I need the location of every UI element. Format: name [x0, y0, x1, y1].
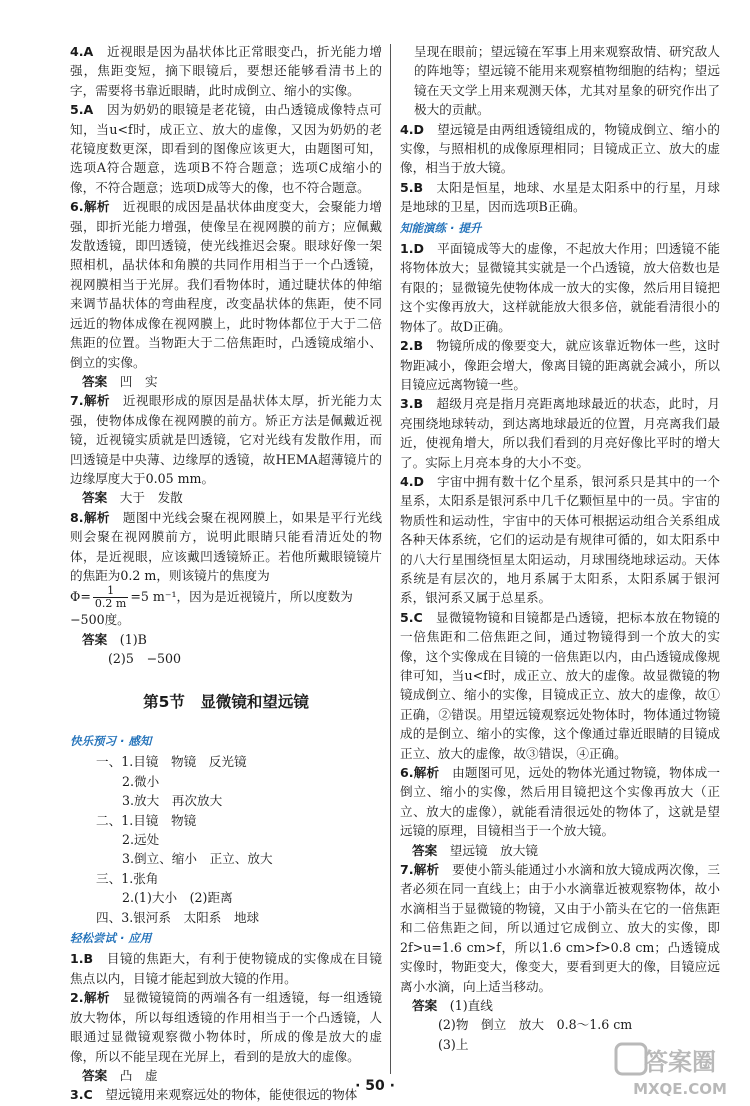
answer-value: (1)B — [119, 631, 147, 647]
fraction-numerator: 1 — [93, 585, 128, 598]
practice-item-3 — [400, 394, 720, 472]
analysis-label: 解析 — [83, 990, 110, 1006]
watermark-logo — [614, 1040, 742, 1100]
item-number: 1.D — [400, 241, 425, 257]
answer-label: 答案 — [412, 997, 438, 1013]
analysis-label: 解析 — [413, 765, 440, 781]
formula-line — [70, 585, 382, 610]
preview-line: 二、1.目镜 物镜 — [96, 812, 197, 828]
practice-item-6 — [400, 763, 720, 841]
preview-line: 四、3.银河系 太阳系 地球 — [96, 909, 260, 925]
section-title: 第5节 显微镜和望远镜 — [143, 692, 309, 711]
watermark-bottom-text: MXQE.COM — [633, 1080, 727, 1098]
answer-item-6 — [70, 197, 382, 372]
subheading-practice: 知能演练 · 提升 — [400, 220, 482, 235]
formula-tail: −500度。 — [70, 612, 130, 628]
page-number: · 50 · — [355, 1078, 395, 1094]
item-text: 望远镜用来观察远处的物体，能使很远的物体 — [105, 1087, 358, 1103]
preview-line: 一、1.目镜 物镜 反光镜 — [96, 754, 247, 770]
item-number: 5.C — [400, 609, 423, 625]
item-number: 5.A — [70, 102, 94, 118]
answer-label: 答案 — [412, 842, 438, 858]
item-text: 太阳是恒星，地球、水星是太阳系中的行星，月球是地球的卫星，因而选项B正确。 — [400, 179, 720, 215]
item-text: 近视眼的成因是晶状体曲度变大，会聚能力增强，即折光能力增强，使像呈在视网膜的前方；应佩戴发散透镜，即凹透镜，使光线推迟会聚。眼球好像一架照相机，晶状体和角膜的共同作用相当于一个凸透镜，视网膜相当于光屏。我们看物体时，通过睫状体的伸缩来调节晶状体的弯曲程度，改变晶状体的焦距，使不同远近的物体成像在视网膜上，此时物体都位于大于二倍焦距的位置。当物距大于二倍焦距时，凸透镜成缩小、倒立的实像。 — [70, 199, 383, 370]
preview-line: 三、1.张角 — [96, 870, 159, 886]
preview-line: 2.(1)大小 (2)距离 — [122, 890, 233, 906]
answer-subline: (3)上 — [438, 1036, 469, 1052]
subheading-preview: 快乐预习 · 感知 — [70, 734, 152, 748]
answer-subline: (2)物 倒立 放大 0.8～1.6 cm — [438, 1017, 633, 1033]
column-divider — [390, 44, 391, 1074]
formula-lhs: Φ= — [70, 589, 91, 605]
item-number: 3.B — [400, 396, 424, 412]
item-number: 5.B — [400, 179, 424, 195]
analysis-label: 解析 — [83, 199, 110, 215]
watermark-box — [616, 1044, 646, 1074]
item-text: 平面镜成等大的虚像，不起放大作用；凹透镜不能将物体放大；显微镜其实就是一个凸透镜，放大倍数也是有限的；显微镜先使物体成一放大的实像，然后用目镜把这个实像再放大，这样就能放大很多倍，就能看清很小的物体了。故D正确。 — [400, 241, 721, 334]
answer-line — [400, 996, 720, 1015]
item-text: 望远镜是由两组透镜组成的，物镜成倒立、缩小的实像，与照相机的成像原理相同；目镜成正立、放大的虚像，相当于放大镜。 — [400, 121, 721, 176]
item-number: 4.A — [70, 44, 94, 59]
watermark-top-text: 答案圈 — [644, 1048, 716, 1076]
answer-value: 大于 发散 — [119, 490, 183, 506]
analysis-label: 解析 — [413, 862, 440, 878]
item-text: 近视眼是因为晶状体比正常眼变凸，折光能力增强，焦距变短，摘下眼镜后，要想还能够看清书上的字，需要将书靠近眼睛，此时成倒立、缩小的实像。 — [70, 44, 383, 98]
item-number: 4.D — [400, 473, 425, 489]
left-column — [70, 42, 382, 1105]
preview-line: 2.微小 — [122, 773, 160, 789]
item-text: 宇宙中拥有数十亿个星系，银河系只是其中的一个星系，太阳系是银河系中几千亿颗恒星中的一员。宇宙的物质性和运动性，宇宙中的天体可根据运动组合关系组成各种天体系统，它们的运动是有规律可循的，如太阳系中的八大行星围绕恒星太阳运动，月球围绕地球运动。天体系统是有层次的，地月系属于太阳系，太阳系属于银河系，银河系又属于总星系。 — [400, 473, 721, 606]
answer-line — [70, 488, 382, 507]
practice-item-7 — [400, 860, 720, 996]
item-number: 2.B — [400, 338, 424, 354]
item-text: 目镜的焦距大，有利于使物镜成的实像成在目镜焦点以内，目镜才能起到放大镜的作用。 — [70, 951, 383, 986]
fraction-denominator: 0.2 m — [94, 597, 127, 611]
right-column — [400, 42, 720, 1054]
try-item-3-continued: 呈现在眼前；望远镜在军事上用来观察敌情、研究敌人的阵地等；望远镜不能用来观察植物细胞的结构；望远镜在天文学上用来观测天体，尤其对星象的研究作出了极大的贡献。 — [414, 44, 720, 118]
answer-label: 答案 — [82, 631, 108, 647]
item-text: 要使小箭头能通过小水滴和放大镜成两次像，三者必须在同一直线上；由于小水滴靠近被观察物体，故小水滴相当于显微镜的物镜，又由于小箭头在它的一倍焦距和二倍焦距之间，所以通过它成倒立、放大的实像，即2f>u=1.6 cm>f，所以1.6 cm>f>0.8 cm；凸透镜成实像时，物距变大，像变大，要看到更大的像，目镜应远离小水滴，向上适当移动。 — [400, 862, 721, 994]
item-text: 近视眼形成的原因是晶状体太厚，折光能力太强，使物体成像在视网膜的前方。矫正方法是佩戴近视镜，近视镜实质就是凹透镜，它对光线有发散作用，而凹透镜是中央薄、边缘厚的透镜，故HEMA超薄镜片的边缘厚度大于0.05 mm。 — [70, 393, 383, 486]
item-number: 3.C — [70, 1087, 93, 1103]
practice-item-4 — [400, 472, 720, 608]
item-text: 显微镜镜筒的两端各有一组透镜，每一组透镜放大物体，所以每组透镜的作用相当于一个凸透镜，人眼通过显微镜观察微小物体时，所成的像是放大的虚像，所以不能呈现在光屏上，看到的是放大的虚像。 — [70, 990, 383, 1064]
subheading-try: 轻松尝试 · 应用 — [70, 931, 152, 946]
item-number: 6. — [70, 199, 84, 215]
try-item-5 — [400, 178, 720, 217]
formula-rhs: =5 m⁻¹，因为是近视镜片，所以度数为 — [130, 589, 353, 605]
answer-line — [70, 630, 382, 649]
analysis-label: 解析 — [83, 509, 110, 525]
answer-value: 望远镜 放大镜 — [449, 842, 538, 858]
answer-value: (1)直线 — [449, 997, 493, 1013]
try-item-1 — [70, 949, 382, 988]
practice-item-1 — [400, 239, 720, 336]
answer-label: 答案 — [82, 490, 108, 506]
answer-subline: (2)5 −500 — [108, 651, 182, 667]
item-number: 7. — [400, 862, 414, 878]
practice-item-5 — [400, 608, 720, 763]
item-number: 4.D — [400, 121, 425, 137]
item-text: 由题图可见，远处的物体光通过物镜，物体成一倒立、缩小的实像，然后用目镜把这个实像再放大（正立、放大的虚像），就能看清很远处的物体了，这就是望远镜的原理，目镜相当于一个放大镜。 — [400, 765, 721, 839]
fraction — [93, 585, 128, 610]
answer-item-5 — [70, 100, 382, 197]
answer-item-4 — [70, 42, 382, 100]
answer-value: 凸 虚 — [119, 1067, 158, 1083]
preview-line: 3.倒立、缩小 正立、放大 — [122, 851, 273, 867]
analysis-label: 解析 — [83, 393, 110, 409]
practice-item-2 — [400, 336, 720, 394]
answer-value: 凹 实 — [119, 373, 158, 389]
item-number: 2. — [70, 990, 84, 1006]
item-number: 8. — [70, 509, 84, 525]
item-text: 题图中光线会聚在视网膜上，如果是平行光线则会聚在视网膜前方，说明此眼睛只能看清近处的物体，是近视眼，应该戴凹透镜矫正。若他所戴眼镜镜片的焦距为0.2 m，则该镜片的焦度为 — [70, 509, 383, 583]
preview-line: 2.远处 — [122, 832, 160, 848]
try-item-4 — [400, 120, 720, 178]
answer-label: 答案 — [82, 373, 108, 389]
item-text: 显微镜物镜和目镜都是凸透镜，把标本放在物镜的一倍焦距和二倍焦距之间，通过物镜得到一个放大的实像，这个实像成在目镜的一倍焦距以内，由凸透镜成像规律可知，当u<f时，成正立、放大的虚像。故显微镜的物镜成倒立、缩小的实像，目镜成正立、放大的虚像，故①正确，②错误。用望远镜观察远处物体时，物体通过物镜成的是倒立、缩小的实像，这个像通过靠近眼睛的目镜成正立、放大的虚像，故③错误，④正确。 — [400, 609, 720, 761]
item-text: 物镜所成的像要变大，就应该靠近物体一些，这时物距减小，像距会增大，像离目镜的距离就会减小，所以目镜应远离物镜一些。 — [400, 338, 720, 392]
answer-line — [70, 372, 382, 391]
item-text: 超级月亮是指月亮距离地球最近的状态，此时，月亮围绕地球转动，到达离地球最近的位置，月亮离我们最近，使视角增大，所以我们看到的月亮好像比平时的增大了。实际上月亮本身的大小不变。 — [400, 396, 720, 470]
answer-item-7 — [70, 391, 382, 488]
preview-line: 3.放大 再次放大 — [122, 793, 223, 809]
answer-item-8 — [70, 508, 382, 586]
answer-line — [400, 841, 720, 860]
try-item-2 — [70, 988, 382, 1066]
item-number: 1.B — [70, 951, 94, 967]
answer-label: 答案 — [82, 1067, 108, 1083]
item-number: 6. — [400, 765, 414, 781]
item-text: 因为奶奶的眼镜是老花镜，由凸透镜成像特点可知，当u<f时，成正立、放大的虚像，又因为奶奶的老花镜度数更深，即看到的图像应该更大，由题图可知，选项A符合题意，选项B不符合题意；选项C成缩小的像，不符合题意；选项D成等大的像，也不符合题意。 — [70, 102, 383, 195]
item-number: 7. — [70, 393, 84, 409]
